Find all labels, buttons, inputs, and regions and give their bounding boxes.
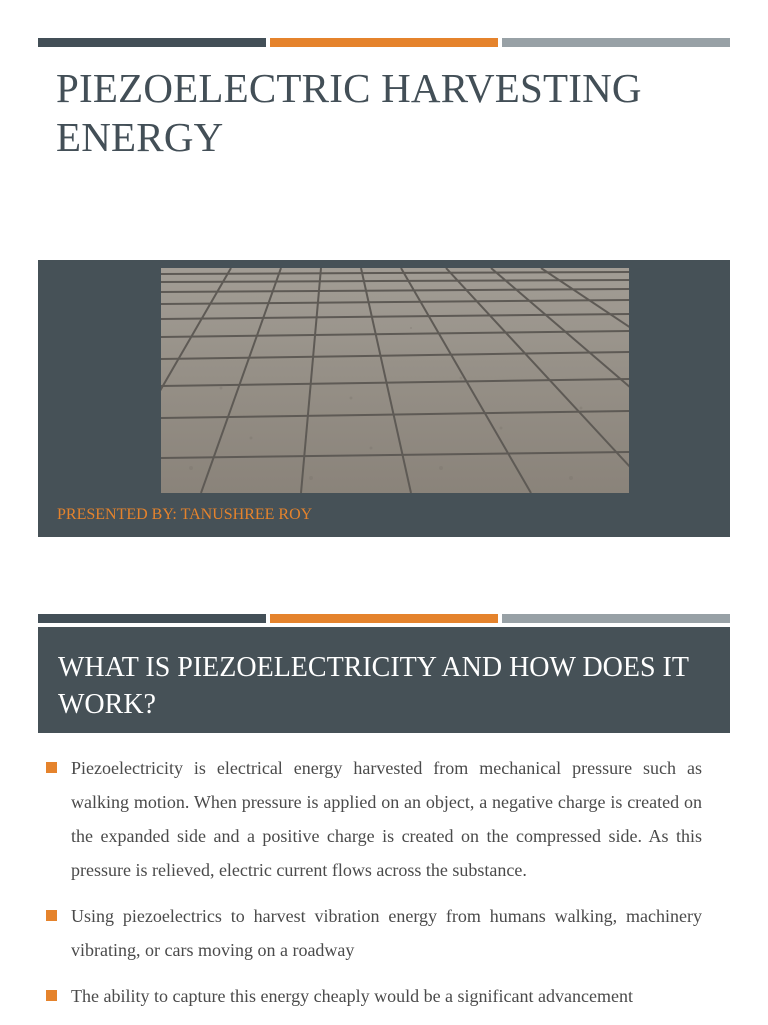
slide-title: PIEZOELECTRIC HARVESTING ENERGY — [56, 65, 642, 160]
square-bullet-icon — [46, 762, 57, 773]
bullet-text: The ability to capture this energy cheaply would be a significant advancement — [71, 986, 633, 1006]
bullet-list — [46, 751, 702, 1025]
list-item — [46, 979, 702, 1013]
presenter-name: PRESENTED BY: TANUSHREE ROY — [57, 506, 313, 523]
square-bullet-icon — [46, 990, 57, 1001]
list-item — [46, 751, 702, 887]
accent-bar-dark — [38, 614, 266, 623]
paving-stones-photo — [161, 268, 629, 493]
slide2-accent-bars — [38, 614, 730, 623]
bullet-text: Using piezoelectrics to harvest vibration energy from humans walking, machinery vibrating, or cars moving on a roadway — [71, 906, 702, 960]
list-item — [46, 899, 702, 967]
top-accent-bars — [38, 38, 730, 47]
slide2-header — [38, 627, 730, 733]
accent-bar-orange — [270, 614, 498, 623]
accent-bar-grey — [502, 38, 730, 47]
bullet-text: Piezoelectricity is electrical energy harvested from mechanical pressure such as walking motion. When pressure is applied on an object, a negative charge is created on the expanded side and a positive charge is created on the compressed side. As this pressure is relieved, electric current flows across the substance. — [71, 758, 702, 880]
slide2-heading: WHAT IS PIEZOELECTRICITY AND HOW DOES IT WORK? — [58, 652, 689, 720]
title-banner — [38, 260, 730, 537]
accent-bar-dark — [38, 38, 266, 47]
accent-bar-orange — [270, 38, 498, 47]
accent-bar-grey — [502, 614, 730, 623]
square-bullet-icon — [46, 910, 57, 921]
